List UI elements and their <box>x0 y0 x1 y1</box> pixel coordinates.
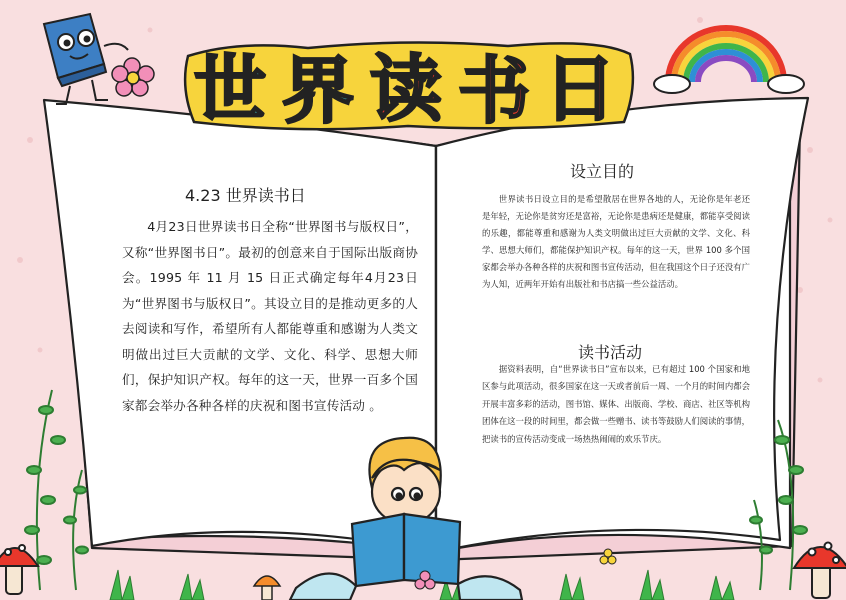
banner-char-3: 读 <box>369 47 443 131</box>
banner-char-5: 日 <box>543 47 617 131</box>
right-section-body-activities: 据资料表明，自“世界读书日”宣布以来，已有超过 100 个国家和地区参与此项活动，很多国家在这一天或者前后一周、一个月的时间内都会开展丰富多彩的活动，图书馆、媒体、出版商、学校、商店、社区等机构团体在这一段的时间里，都会做一些赠书、读书等鼓励人们阅读的事情，把读书的宣传活动变成一场热热闹闹的欢乐节庆。 <box>482 364 750 444</box>
title-banner <box>178 36 638 134</box>
mushroom-left-illustration <box>0 545 38 594</box>
left-page-body: 4月23日世界读书日全称“世界图书与版权日”，又称“世界图书日”。最初的创意来自于国际出版商协会。1995 年 11 月 15 日正式确定每年4月23日为“世界图书与版权日”。其设立目的是推动更多的人去阅读和写作，希望所有人都能尊重和感谢为人类文明做出过巨大贡献的文学、文化、科学、思想大师们，保护知识产权。每年的这一天，世界一百多个国家都会举办各种各样的庆祝和图书宣传活动 。 <box>122 219 418 413</box>
banner-char-1: 世 <box>193 47 267 131</box>
banner-letters <box>194 47 616 133</box>
banner-backdrop <box>178 36 638 134</box>
right-section-title-purpose: 设立目的 <box>570 162 635 181</box>
mushroom-right-illustration <box>794 543 846 599</box>
mushroom-small-illustration <box>254 576 280 600</box>
right-section-body-purpose: 世界读书日设立目的是希望散居在世界各地的人，无论你是年老还是年轻，无论你是贫穷还是富裕，无论你是患病还是健康，都能享受阅读的乐趣，都能尊重和感谢为人类文明做出过巨大贡献的文学、文化、科学、思想大师们，都能保护知识产权。每年的这一天，世界 100 多个国家都会举办各种各样的庆祝和图书宣传活动，但在我国这个日子还没有广为人知，近两年开始有出版社和书店搞一些公益活动。 <box>482 194 750 289</box>
rainbow-illustration <box>654 28 804 93</box>
left-page-title: 4.23 世界读书日 <box>185 186 306 205</box>
book-mascot-illustration <box>44 14 128 104</box>
pink-flower-illustration <box>112 58 154 96</box>
banner-char-2: 界 <box>281 49 355 133</box>
banner-char-4: 书 <box>457 49 531 133</box>
right-section-title-activities: 读书活动 <box>578 343 643 362</box>
